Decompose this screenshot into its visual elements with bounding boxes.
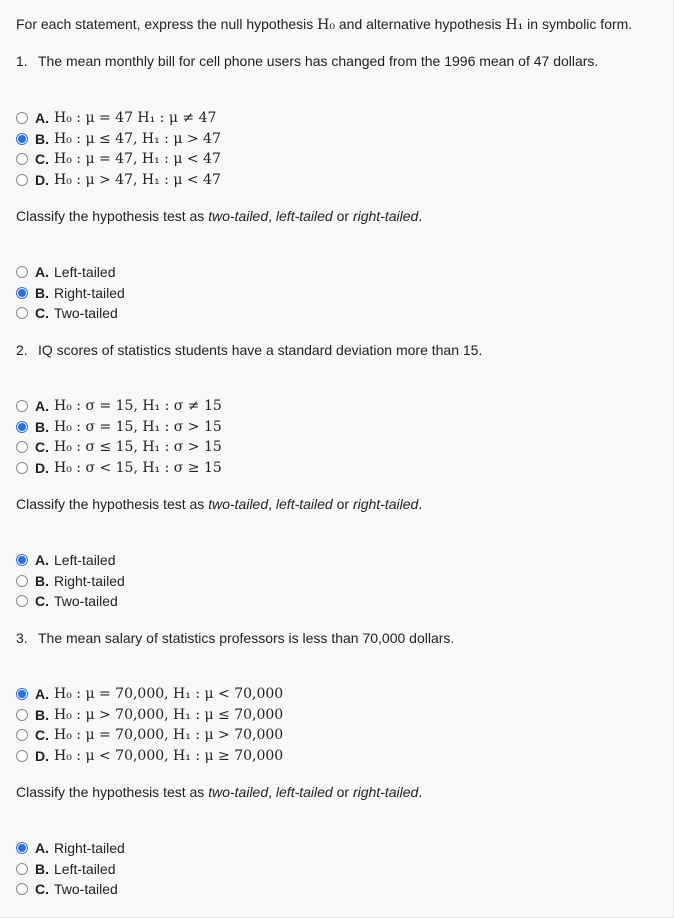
instructions (16, 16, 632, 33)
option-letter: B. (35, 284, 49, 301)
question-text: The mean salary of statistics professors is less than 70,000 dollars. (38, 630, 455, 646)
question-text: The mean monthly bill for cell phone users has changed from the 1996 mean of 47 dollars. (38, 53, 599, 69)
q1-classify-prompt (16, 208, 422, 224)
radio-button[interactable] (16, 153, 28, 165)
q1-tail-option-c[interactable] (16, 303, 125, 324)
radio-button[interactable] (16, 709, 28, 721)
q1-hyp-option-a[interactable] (16, 108, 221, 129)
h1-symbol: H₁ (505, 17, 524, 33)
option-letter: D. (35, 459, 49, 476)
option-text: Right-tailed (54, 284, 125, 301)
q3-tail-option-c[interactable] (16, 879, 125, 900)
option-letter: A. (35, 110, 49, 127)
option-text: H₀ : μ > 47, H₁ : μ < 47 (54, 171, 221, 188)
option-text: H₀ : σ = 15, H₁ : σ ≠ 15 (54, 398, 222, 415)
classify-two-tailed: two-tailed (208, 784, 269, 800)
q2-hyp-option-b[interactable] (16, 417, 222, 438)
radio-button-selected[interactable] (16, 554, 28, 566)
radio-button[interactable] (16, 307, 28, 319)
radio-button[interactable] (16, 266, 28, 278)
option-letter: C. (35, 305, 49, 322)
option-text: H₀ : μ = 47, H₁ : μ < 47 (54, 151, 221, 168)
q1-tail-option-a[interactable] (16, 262, 125, 283)
radio-button[interactable] (16, 462, 28, 474)
option-text: Left-tailed (54, 552, 116, 569)
radio-button-selected[interactable] (16, 287, 28, 299)
q1-hyp-option-c[interactable] (16, 149, 221, 170)
question-3-statement (16, 630, 454, 646)
q3-hyp-option-c[interactable] (16, 725, 283, 746)
option-letter: D. (35, 747, 49, 764)
option-letter: A. (35, 840, 49, 857)
classify-end: . (418, 496, 423, 512)
classify-pre: Classify the hypothesis test as (16, 784, 209, 800)
classify-end: . (418, 784, 423, 800)
option-text: Left-tailed (54, 860, 116, 877)
option-letter: A. (35, 264, 49, 281)
option-text: Two-tailed (54, 881, 118, 898)
option-letter: C. (35, 727, 49, 744)
classify-right-tailed: right-tailed (352, 784, 419, 800)
q2-hyp-option-c[interactable] (16, 437, 222, 458)
radio-button[interactable] (16, 883, 28, 895)
option-letter: C. (35, 881, 49, 898)
radio-button-selected[interactable] (16, 421, 28, 433)
radio-button[interactable] (16, 750, 28, 762)
q1-hypothesis-options (16, 108, 221, 190)
classify-left-tailed: left-tailed (275, 208, 333, 224)
question-number: 3. (16, 630, 28, 646)
q2-tail-option-c[interactable] (16, 591, 125, 612)
classify-sep: , (268, 208, 276, 224)
classify-sep: , (268, 784, 276, 800)
option-letter: A. (35, 398, 49, 415)
option-letter: C. (35, 151, 49, 168)
q3-hyp-option-a[interactable] (16, 684, 283, 705)
option-letter: A. (35, 686, 49, 703)
classify-two-tailed: two-tailed (208, 208, 269, 224)
radio-button[interactable] (16, 400, 28, 412)
radio-button[interactable] (16, 729, 28, 741)
option-text: H₀ : μ < 70,000, H₁ : μ ≥ 70,000 (54, 747, 284, 764)
radio-button[interactable] (16, 112, 28, 124)
classify-or: or (332, 208, 353, 224)
option-text: H₀ : μ > 70,000, H₁ : μ ≤ 70,000 (54, 706, 284, 723)
q3-hypothesis-options (16, 684, 283, 766)
radio-button[interactable] (16, 174, 28, 186)
q2-tail-option-a[interactable] (16, 550, 125, 571)
radio-button-selected[interactable] (16, 133, 28, 145)
option-letter: B. (35, 572, 49, 589)
option-letter: B. (35, 860, 49, 877)
classify-right-tailed: right-tailed (352, 496, 419, 512)
q3-tail-options (16, 838, 125, 900)
option-text: Right-tailed (54, 572, 125, 589)
radio-button-selected[interactable] (16, 688, 28, 700)
option-text: Two-tailed (54, 305, 118, 322)
q2-hyp-option-a[interactable] (16, 396, 222, 417)
q1-hyp-option-d[interactable] (16, 170, 221, 191)
option-text: Left-tailed (54, 264, 116, 281)
q2-classify-prompt (16, 496, 422, 512)
option-text: H₀ : μ ≤ 47, H₁ : μ > 47 (54, 130, 221, 147)
q1-hyp-option-b[interactable] (16, 129, 221, 150)
q1-tail-option-b[interactable] (16, 283, 125, 304)
option-text: H₀ : σ ≤ 15, H₁ : σ > 15 (54, 439, 222, 456)
radio-button[interactable] (16, 575, 28, 587)
q1-tail-options (16, 262, 125, 324)
option-text: H₀ : μ = 70,000, H₁ : μ > 70,000 (54, 727, 284, 744)
option-text: Two-tailed (54, 593, 118, 610)
option-letter: B. (35, 706, 49, 723)
option-text: H₀ : μ = 70,000, H₁ : μ < 70,000 (54, 686, 284, 703)
q3-tail-option-a[interactable] (16, 838, 125, 859)
option-letter: D. (35, 171, 49, 188)
q2-hypothesis-options (16, 396, 222, 478)
q3-hyp-option-d[interactable] (16, 746, 283, 767)
q2-hyp-option-d[interactable] (16, 458, 222, 479)
option-letter: A. (35, 552, 49, 569)
option-letter: C. (35, 593, 49, 610)
classify-right-tailed: right-tailed (352, 208, 419, 224)
h0-symbol: H₀ (317, 17, 335, 33)
instructions-post: in symbolic form. (523, 16, 633, 32)
option-letter: B. (35, 130, 49, 147)
question-text: IQ scores of statistics students have a standard deviation more than 15. (38, 342, 483, 358)
option-letter: C. (35, 439, 49, 456)
option-text: H₀ : σ < 15, H₁ : σ ≥ 15 (54, 459, 222, 476)
classify-left-tailed: left-tailed (275, 784, 333, 800)
question-2-statement (16, 342, 482, 358)
radio-button[interactable] (16, 595, 28, 607)
instructions-mid: and alternative hypothesis (335, 16, 506, 32)
option-text: Right-tailed (54, 840, 125, 857)
classify-pre: Classify the hypothesis test as (16, 496, 209, 512)
radio-button[interactable] (16, 441, 28, 453)
question-number: 1. (16, 53, 28, 69)
classify-two-tailed: two-tailed (208, 496, 269, 512)
classify-end: . (418, 208, 423, 224)
radio-button[interactable] (16, 863, 28, 875)
classify-pre: Classify the hypothesis test as (16, 208, 209, 224)
radio-button-selected[interactable] (16, 842, 28, 854)
q2-tail-option-b[interactable] (16, 571, 125, 592)
classify-or: or (332, 496, 353, 512)
classify-left-tailed: left-tailed (275, 496, 333, 512)
option-letter: B. (35, 418, 49, 435)
q3-tail-option-b[interactable] (16, 859, 125, 880)
question-1-statement (16, 53, 598, 69)
instructions-pre: For each statement, express the null hypothesis (16, 16, 318, 32)
question-number: 2. (16, 342, 28, 358)
q2-tail-options (16, 550, 125, 612)
q3-hyp-option-b[interactable] (16, 705, 283, 726)
classify-or: or (332, 784, 353, 800)
classify-sep: , (268, 496, 276, 512)
q3-classify-prompt (16, 784, 422, 800)
option-text: H₀ : μ = 47 H₁ : μ ≠ 47 (54, 110, 217, 127)
option-text: H₀ : σ = 15, H₁ : σ > 15 (54, 418, 222, 435)
